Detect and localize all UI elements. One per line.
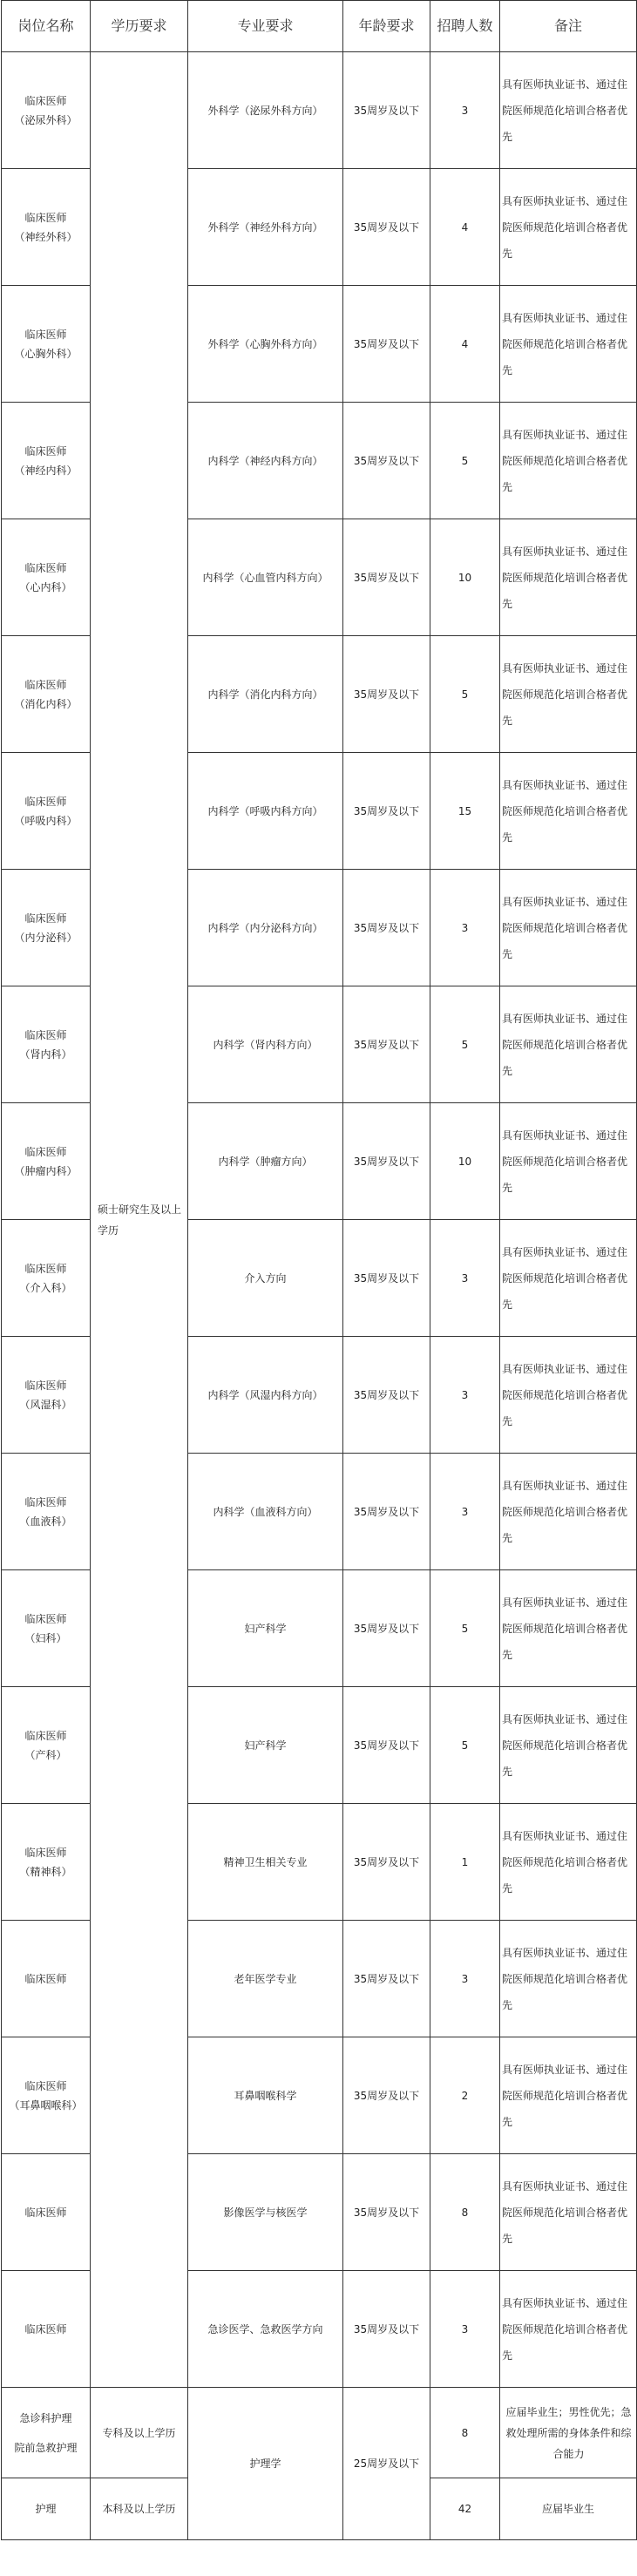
count-cell: 5 (430, 1570, 500, 1687)
remark-cell: 具有医师执业证书、通过住院医师规范化培训合格者优先 (500, 986, 637, 1103)
position-title: 临床医师 (24, 912, 67, 925)
remark-cell: 具有医师执业证书、通过住院医师规范化培训合格者优先 (500, 1337, 637, 1454)
position-dept: （肾内科） (19, 1047, 72, 1061)
major-cell: 内科学（风湿内科方向） (188, 1337, 343, 1454)
header-education: 学历要求 (91, 1, 188, 52)
major-cell: 内科学（肾内科方向） (188, 986, 343, 1103)
position-cell (2, 2154, 91, 2271)
position-dept: （妇科） (24, 1631, 67, 1644)
position-cell (2, 636, 91, 753)
position-title: 临床医师 (24, 94, 67, 107)
remark-cell: 具有医师执业证书、通过住院医师规范化培训合格者优先 (500, 286, 637, 403)
position-dept: （风湿科） (19, 1398, 72, 1411)
count-cell: 1 (430, 1804, 500, 1921)
remark-cell: 具有医师执业证书、通过住院医师规范化培训合格者优先 (500, 169, 637, 286)
remark-cell: 具有医师执业证书、通过住院医师规范化培训合格者优先 (500, 1220, 637, 1337)
remark-cell: 具有医师执业证书、通过住院医师规范化培训合格者优先 (500, 519, 637, 636)
education-cell: 专科及以上学历 (91, 2388, 188, 2478)
position-title: 临床医师 (24, 1612, 67, 1625)
position-dept: （内分泌科） (14, 931, 78, 944)
count-cell: 3 (430, 1337, 500, 1454)
major-cell: 外科学（泌尿外科方向） (188, 52, 343, 169)
remark-cell: 应届毕业生 (500, 2478, 637, 2540)
age-cell: 35周岁及以下 (343, 286, 430, 403)
count-cell: 3 (430, 1220, 500, 1337)
age-cell: 35周岁及以下 (343, 2271, 430, 2388)
position-title: 临床医师 (24, 1972, 67, 1985)
education-cell: 本科及以上学历 (91, 2478, 188, 2540)
count-cell: 8 (430, 2154, 500, 2271)
education-cell: 硕士研究生及以上学历 (91, 52, 188, 2388)
position-title: 临床医师 (24, 1262, 67, 1275)
position-title: 临床医师 (24, 2079, 67, 2092)
count-cell: 15 (430, 753, 500, 870)
position-title: 临床医师 (24, 1379, 67, 1392)
position-dept: （心内科） (19, 580, 72, 593)
position-dept: （神经外科） (14, 230, 78, 243)
count-cell: 8 (430, 2388, 500, 2478)
position-cell (2, 52, 91, 169)
position-nursing-prehospital: 院前急救护理 (14, 2441, 78, 2454)
remark-cell: 具有医师执业证书、通过住院医师规范化培训合格者优先 (500, 1454, 637, 1570)
position-title: 临床医师 (24, 211, 67, 224)
major-cell: 外科学（神经外科方向） (188, 169, 343, 286)
position-cell (2, 1454, 91, 1570)
position-cell (2, 519, 91, 636)
major-cell: 妇产科学 (188, 1570, 343, 1687)
major-cell: 影像医学与核医学 (188, 2154, 343, 2271)
remark-cell: 具有医师执业证书、通过住院医师规范化培训合格者优先 (500, 870, 637, 986)
position-title: 临床医师 (24, 1729, 67, 1742)
age-cell: 35周岁及以下 (343, 753, 430, 870)
remark-cell: 具有医师执业证书、通过住院医师规范化培训合格者优先 (500, 2037, 637, 2154)
count-cell: 4 (430, 169, 500, 286)
major-cell: 内科学（内分泌科方向） (188, 870, 343, 986)
age-cell: 35周岁及以下 (343, 1687, 430, 1804)
position-dept: （神经内科） (14, 464, 78, 477)
nursing-row (2, 2388, 637, 2478)
count-cell: 42 (430, 2478, 500, 2540)
position-dept: （肿瘤内科） (14, 1164, 78, 1177)
age-cell: 35周岁及以下 (343, 52, 430, 169)
age-cell: 35周岁及以下 (343, 1103, 430, 1220)
major-cell: 内科学（神经内科方向） (188, 403, 343, 519)
age-cell: 35周岁及以下 (343, 403, 430, 519)
major-cell: 内科学（消化内科方向） (188, 636, 343, 753)
position-dept: （耳鼻咽喉科） (9, 2098, 83, 2112)
position-dept: （心胸外科） (14, 347, 78, 360)
major-cell: 内科学（呼吸内科方向） (188, 753, 343, 870)
count-cell: 3 (430, 52, 500, 169)
remark-cell: 具有医师执业证书、通过住院医师规范化培训合格者优先 (500, 2154, 637, 2271)
count-cell: 5 (430, 636, 500, 753)
count-cell: 3 (430, 870, 500, 986)
position-title: 临床医师 (24, 1028, 67, 1041)
position-title: 临床医师 (24, 444, 67, 458)
age-cell: 35周岁及以下 (343, 636, 430, 753)
position-cell (2, 986, 91, 1103)
position-title: 临床医师 (24, 2322, 67, 2335)
position-cell (2, 753, 91, 870)
major-cell: 护理学 (188, 2388, 343, 2540)
remark-cell: 具有医师执业证书、通过住院医师规范化培训合格者优先 (500, 1921, 637, 2037)
position-dept: （血液科） (19, 1515, 72, 1528)
position-cell (2, 1220, 91, 1337)
position-title: 临床医师 (24, 1495, 67, 1508)
count-cell: 3 (430, 1454, 500, 1570)
count-cell: 5 (430, 403, 500, 519)
header-age: 年龄要求 (343, 1, 430, 52)
remark-cell: 具有医师执业证书、通过住院医师规范化培训合格者优先 (500, 1103, 637, 1220)
position-cell (2, 169, 91, 286)
remark-cell: 具有医师执业证书、通过住院医师规范化培训合格者优先 (500, 1804, 637, 1921)
header-major: 专业要求 (188, 1, 343, 52)
position-dept: （呼吸内科） (14, 814, 78, 827)
header-row (2, 1, 637, 52)
position-title: 临床医师 (24, 561, 67, 574)
position-cell (2, 286, 91, 403)
count-cell: 10 (430, 1103, 500, 1220)
count-cell: 5 (430, 986, 500, 1103)
age-cell: 35周岁及以下 (343, 1337, 430, 1454)
age-cell: 35周岁及以下 (343, 870, 430, 986)
position-title: 临床医师 (24, 795, 67, 808)
position-title: 临床医师 (24, 2206, 67, 2219)
age-cell: 25周岁及以下 (343, 2388, 430, 2540)
remark-cell: 具有医师执业证书、通过住院医师规范化培训合格者优先 (500, 753, 637, 870)
major-cell: 外科学（心胸外科方向） (188, 286, 343, 403)
major-cell: 内科学（心血管内科方向） (188, 519, 343, 636)
position-cell (2, 1687, 91, 1804)
position-dept: （泌尿外科） (14, 113, 78, 126)
age-cell: 35周岁及以下 (343, 1921, 430, 2037)
position-dept: （消化内科） (14, 697, 78, 710)
position-dept: （精神科） (19, 1865, 72, 1878)
table-row (2, 52, 637, 169)
position-cell (2, 2037, 91, 2154)
position-cell (2, 1103, 91, 1220)
major-cell: 精神卫生相关专业 (188, 1804, 343, 1921)
age-cell: 35周岁及以下 (343, 986, 430, 1103)
count-cell: 3 (430, 1921, 500, 2037)
position-cell (2, 1570, 91, 1687)
position-title: 临床医师 (24, 328, 67, 341)
count-cell: 4 (430, 286, 500, 403)
position-cell (2, 1921, 91, 2037)
position-cell (2, 1337, 91, 1454)
count-cell: 10 (430, 519, 500, 636)
remark-cell: 具有医师执业证书、通过住院医师规范化培训合格者优先 (500, 52, 637, 169)
count-cell: 2 (430, 2037, 500, 2154)
major-cell: 妇产科学 (188, 1687, 343, 1804)
age-cell: 35周岁及以下 (343, 1454, 430, 1570)
remark-cell: 应届毕业生；男性优先；急救处理所需的身体条件和综合能力 (500, 2388, 637, 2478)
header-remark: 备注 (500, 1, 637, 52)
age-cell: 35周岁及以下 (343, 169, 430, 286)
remark-cell: 具有医师执业证书、通过住院医师规范化培训合格者优先 (500, 2271, 637, 2388)
major-cell: 内科学（肿瘤方向） (188, 1103, 343, 1220)
position-nursing-emergency: 急诊科护理 (19, 2411, 72, 2424)
position-title: 临床医师 (24, 1145, 67, 1158)
remark-cell: 具有医师执业证书、通过住院医师规范化培训合格者优先 (500, 1687, 637, 1804)
position-cell (2, 870, 91, 986)
count-cell: 3 (430, 2271, 500, 2388)
position-cell (2, 2271, 91, 2388)
major-cell: 急诊医学、急救医学方向 (188, 2271, 343, 2388)
position-title: 临床医师 (24, 1846, 67, 1859)
position-cell (2, 2388, 91, 2478)
remark-cell: 具有医师执业证书、通过住院医师规范化培训合格者优先 (500, 1570, 637, 1687)
major-cell: 内科学（血液科方向） (188, 1454, 343, 1570)
age-cell: 35周岁及以下 (343, 519, 430, 636)
recruitment-table (1, 0, 637, 2540)
position-dept: （介入科） (19, 1281, 72, 1294)
major-cell: 介入方向 (188, 1220, 343, 1337)
count-cell: 5 (430, 1687, 500, 1804)
position-cell: 护理 (2, 2478, 91, 2540)
major-cell: 老年医学专业 (188, 1921, 343, 2037)
position-cell (2, 1804, 91, 1921)
header-position: 岗位名称 (2, 1, 91, 52)
position-title: 临床医师 (24, 678, 67, 691)
remark-cell: 具有医师执业证书、通过住院医师规范化培训合格者优先 (500, 636, 637, 753)
age-cell: 35周岁及以下 (343, 2154, 430, 2271)
major-cell: 耳鼻咽喉科学 (188, 2037, 343, 2154)
position-dept: （产科） (24, 1748, 67, 1761)
remark-cell: 具有医师执业证书、通过住院医师规范化培训合格者优先 (500, 403, 637, 519)
age-cell: 35周岁及以下 (343, 1570, 430, 1687)
age-cell: 35周岁及以下 (343, 2037, 430, 2154)
age-cell: 35周岁及以下 (343, 1220, 430, 1337)
header-count: 招聘人数 (430, 1, 500, 52)
position-cell (2, 403, 91, 519)
age-cell: 35周岁及以下 (343, 1804, 430, 1921)
